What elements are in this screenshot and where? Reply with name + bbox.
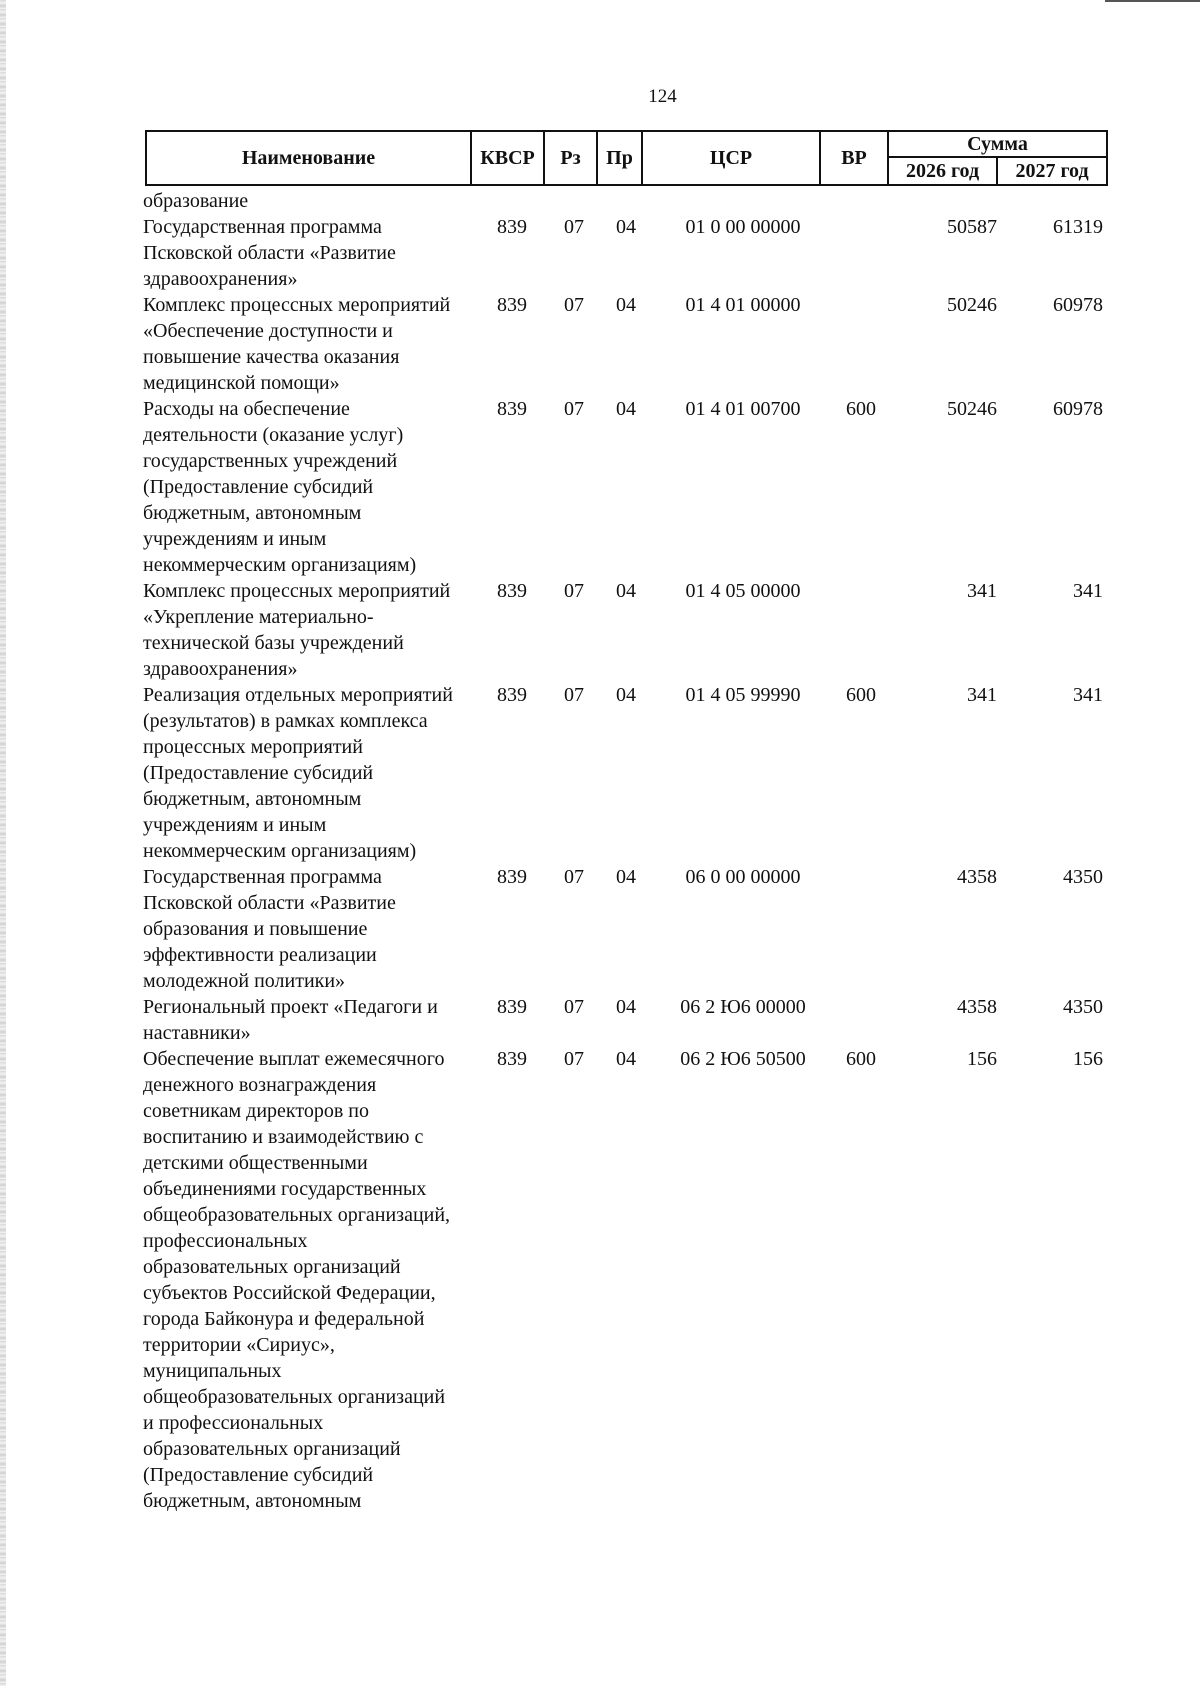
row-csr: 06 2 Ю6 50500 <box>680 1048 806 1070</box>
row-rz: 07 <box>564 398 584 420</box>
row-sum-2026: 50246 <box>947 294 997 316</box>
row-kvsr: 839 <box>497 1048 527 1070</box>
row-sum-2027: 4350 <box>1063 996 1103 1018</box>
row-sum-2027: 341 <box>1073 580 1103 602</box>
row-sum-2026: 156 <box>967 1048 997 1070</box>
table-row <box>143 578 1108 682</box>
row-name: Комплекс процессных мероприятий «Укрепление материально-технической базы учреждений здравоохранения» <box>143 580 451 680</box>
row-sum-2026: 4358 <box>957 996 997 1018</box>
row-sum-2026: 50587 <box>947 216 997 238</box>
row-kvsr: 839 <box>497 580 527 602</box>
table-row <box>143 188 1108 214</box>
row-sum-2026: 50246 <box>947 398 997 420</box>
row-kvsr: 839 <box>497 996 527 1018</box>
row-rz: 07 <box>564 866 584 888</box>
row-rz: 07 <box>564 684 584 706</box>
row-csr: 01 4 01 00700 <box>685 398 801 420</box>
table-row <box>143 864 1108 994</box>
table-row <box>143 1046 1108 1514</box>
table-row <box>143 994 1108 1046</box>
row-csr: 06 2 Ю6 00000 <box>680 996 806 1018</box>
row-vr: 600 <box>846 398 876 420</box>
row-rz: 07 <box>564 1048 584 1070</box>
row-name: Комплекс процессных мероприятий «Обеспечение доступности и повышение качества оказания медицинской помощи» <box>143 294 451 394</box>
row-sum-2027: 61319 <box>1053 216 1103 238</box>
row-rz: 07 <box>564 996 584 1018</box>
header-sum: Сумма <box>889 132 1106 158</box>
scanned-page-edge <box>0 0 6 1686</box>
header-csr: ЦСР <box>643 132 821 184</box>
table-row <box>143 682 1108 864</box>
row-vr: 600 <box>846 684 876 706</box>
row-name: Обеспечение выплат ежемесячного денежного вознаграждения советникам директоров по воспитанию и взаимодействию с детскими общественными объединениями государственных общеобразовательных организаций, профессиональных образовательных организаций субъектов Российской Федерации, города Байконура и федеральной территории «Сириус», муниципальных общеобразовательных организаций и профессиональных образовательных организаций (Предоставление субсидий бюджетным, автономным <box>143 1048 451 1512</box>
row-pr: 04 <box>616 294 636 316</box>
table-header <box>145 130 1108 186</box>
row-name: Региональный проект «Педагоги и наставники» <box>143 996 438 1044</box>
header-pr: Пр <box>598 132 643 184</box>
row-name: образование <box>143 190 249 212</box>
row-sum-2027: 60978 <box>1053 294 1103 316</box>
row-name: Реализация отдельных мероприятий (результатов) в рамках комплекса процессных мероприятий (Предоставление субсидий бюджетным, автономным учреждениям и иным некоммерческим организациям) <box>143 684 453 862</box>
row-kvsr: 839 <box>497 398 527 420</box>
page-number: 124 <box>648 86 677 107</box>
row-kvsr: 839 <box>497 216 527 238</box>
header-sum-group <box>889 132 1106 184</box>
row-rz: 07 <box>564 294 584 316</box>
row-name: Государственная программа Псковской области «Развитие здравоохранения» <box>143 216 396 290</box>
scanned-page-corner <box>1105 0 1200 2</box>
header-year-2027: 2027 год <box>1015 159 1089 182</box>
row-pr: 04 <box>616 580 636 602</box>
row-kvsr: 839 <box>497 684 527 706</box>
table-row <box>143 214 1108 292</box>
header-name: Наименование <box>147 132 472 184</box>
table-row <box>143 396 1108 578</box>
table-body <box>143 188 1108 1514</box>
row-vr: 600 <box>846 1048 876 1070</box>
row-csr: 01 0 00 00000 <box>685 216 801 238</box>
row-csr: 01 4 05 99990 <box>685 684 801 706</box>
row-sum-2026: 4358 <box>957 866 997 888</box>
header-year-2026: 2026 год <box>889 158 998 184</box>
row-sum-2026: 341 <box>967 580 997 602</box>
row-sum-2027: 4350 <box>1063 866 1103 888</box>
row-pr: 04 <box>616 216 636 238</box>
table-row <box>143 292 1108 396</box>
row-csr: 06 0 00 00000 <box>685 866 801 888</box>
row-kvsr: 839 <box>497 866 527 888</box>
header-rz: Рз <box>545 132 598 184</box>
row-pr: 04 <box>616 996 636 1018</box>
row-pr: 04 <box>616 1048 636 1070</box>
row-name: Расходы на обеспечение деятельности (оказание услуг) государственных учреждений (Предоставление субсидий бюджетным, автономным учреждениям и иным некоммерческим организациям) <box>143 398 417 576</box>
row-pr: 04 <box>616 866 636 888</box>
row-name: Государственная программа Псковской области «Развитие образования и повышение эффективности реализации молодежной политики» <box>143 866 396 992</box>
header-kvsr: КВСР <box>472 132 545 184</box>
row-kvsr: 839 <box>497 294 527 316</box>
row-sum-2027: 60978 <box>1053 398 1103 420</box>
row-sum-2026: 341 <box>967 684 997 706</box>
row-pr: 04 <box>616 398 636 420</box>
row-sum-2027: 156 <box>1073 1048 1103 1070</box>
row-csr: 01 4 01 00000 <box>685 294 801 316</box>
row-pr: 04 <box>616 684 636 706</box>
row-rz: 07 <box>564 216 584 238</box>
row-sum-2027: 341 <box>1073 684 1103 706</box>
row-rz: 07 <box>564 580 584 602</box>
row-csr: 01 4 05 00000 <box>685 580 801 602</box>
header-vr: ВР <box>821 132 889 184</box>
